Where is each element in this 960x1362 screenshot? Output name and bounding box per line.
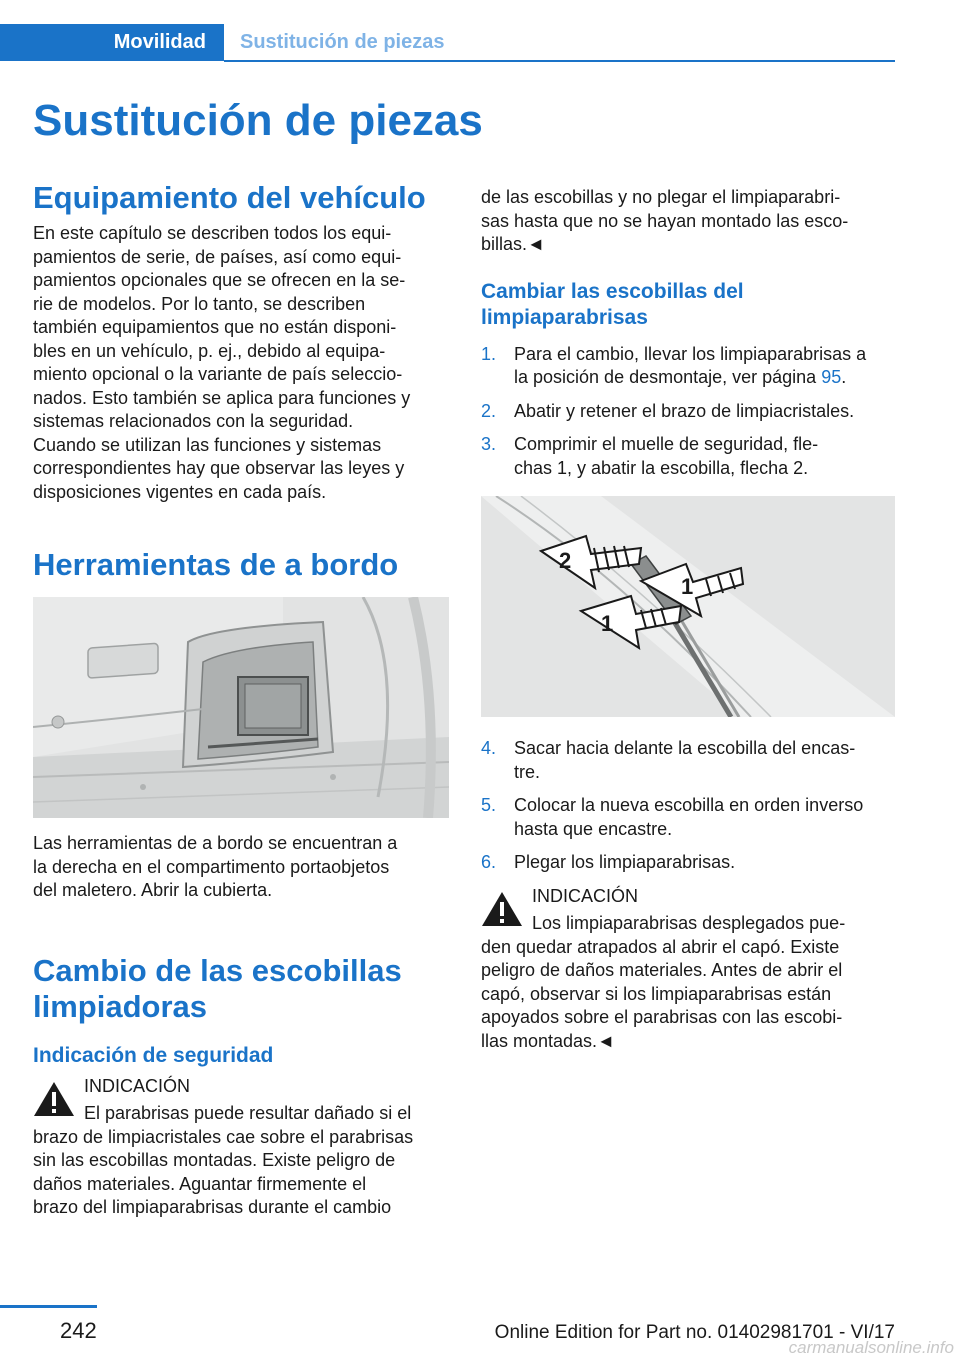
onboard-tools-heading: Herramientas de a bordo bbox=[33, 547, 399, 582]
list-item: 6. Plegar los limpiaparabrisas. bbox=[481, 852, 736, 872]
onboard-tools-text: Las herramientas de a bordo se encuentran a la derecha en el compartimento portaobjetos del maletero. Abrir la cubierta. bbox=[33, 833, 398, 900]
page-title: Sustitución de piezas bbox=[33, 96, 483, 145]
warning-triangle-icon bbox=[481, 891, 523, 927]
right-column bbox=[481, 180, 896, 1053]
watermark: carmanualsonline.info bbox=[788, 1338, 954, 1357]
figure-label-1b: 1 bbox=[681, 574, 694, 599]
steps-list-before-figure bbox=[481, 343, 896, 481]
footer-rule bbox=[0, 1305, 97, 1308]
list-item: 3. Comprimir el muelle de seguridad, fle- chas 1, y abatir la escobilla, flecha 2. bbox=[481, 434, 819, 478]
vehicle-equipment-heading: Equipamiento del vehículo bbox=[33, 180, 426, 215]
safety-warning bbox=[33, 1075, 449, 1220]
safety-warning-first-line: El parabrisas puede resultar dañado si el bbox=[84, 1103, 412, 1123]
figure-label-2: 2 bbox=[559, 548, 572, 573]
safety-warning-text: brazo de limpiacristales cae sobre el parabrisas sin las escobillas montadas. Existe peligro de daños materiales. Aguantar firmemente el brazo del limpiaparabrisas durante el cambio bbox=[33, 1126, 414, 1217]
list-item: 4. Sacar hacia delante la escobilla del encas- tre. bbox=[481, 738, 856, 782]
list-item: 5. Colocar la nueva escobilla en orden inverso hasta que encastre. bbox=[481, 795, 864, 839]
trunk-compartment-figure bbox=[33, 597, 449, 818]
wiper-fold-warning-first-line: Los limpiaparabrisas desplegados pue- bbox=[532, 913, 846, 933]
safety-warning-label: INDICACIÓN bbox=[84, 1075, 191, 1096]
steps-list-after-figure bbox=[481, 737, 896, 875]
wiper-blade-illustration bbox=[481, 496, 895, 717]
trunk-compartment-illustration bbox=[33, 597, 449, 818]
figure-label-1a: 1 bbox=[601, 611, 614, 636]
wiper-blade-figure bbox=[481, 496, 895, 717]
left-column bbox=[33, 180, 449, 1220]
section-tab-label: Movilidad bbox=[113, 31, 206, 53]
section-tab bbox=[0, 24, 224, 61]
list-item: 1. Para el cambio, llevar los limpiaparabrisas a la posición de desmontaje, ver página 95. bbox=[481, 343, 867, 387]
wiper-fold-warning-label: INDICACIÓN bbox=[532, 885, 639, 906]
edition-note: Online Edition for Part no. 01402981701 - VI/17 bbox=[494, 1322, 895, 1343]
wiper-change-heading: Cambio de las escobillas limpiadoras bbox=[33, 952, 402, 1024]
wiper-fold-warning-text: den quedar atrapados al abrir el capó. Existe peligro de daños materiales. Antes de abrir el capó, observar si los limpiaparabrisas están apoyados sobre el parabrisas con las escobi- llas montadas.◄ bbox=[481, 936, 843, 1051]
chapter-tab-label: Sustitución de piezas bbox=[240, 31, 445, 53]
header-rule bbox=[224, 60, 895, 62]
change-blades-heading: Cambiar las escobillas del limpiaparabrisas bbox=[481, 279, 744, 329]
page-number: 242 bbox=[60, 1318, 97, 1343]
vehicle-equipment-text: En este capítulo se describen todos los equi- pamientos de serie, de países, así como equi- pamientos opcionales que se ofrecen en la se- rie de modelos. Por lo tanto, se describen también equipamientos que no están disponi- bles en un vehículo, p. ej., debido al equipa- miento opcional o la variante de país seleccio- nados. Esto también se aplica para funciones y sistemas relacionados con la seguridad. Cuando se utilizan las funciones y sistemas correspondientes hay que observar las leyes y disposiciones vigentes en cada país. bbox=[33, 223, 411, 502]
warning-triangle-icon bbox=[33, 1081, 75, 1117]
wiper-fold-warning bbox=[481, 885, 896, 1054]
safety-warning-continued: de las escobillas y no plegar el limpiaparabri- sas hasta que no se hayan montado las esco- billas.◄ bbox=[481, 187, 849, 254]
page-reference-link[interactable]: 95 bbox=[821, 367, 842, 387]
safety-heading: Indicación de seguridad bbox=[33, 1043, 274, 1067]
list-item: 2. Abatir y retener el brazo de limpiacristales. bbox=[481, 400, 855, 421]
